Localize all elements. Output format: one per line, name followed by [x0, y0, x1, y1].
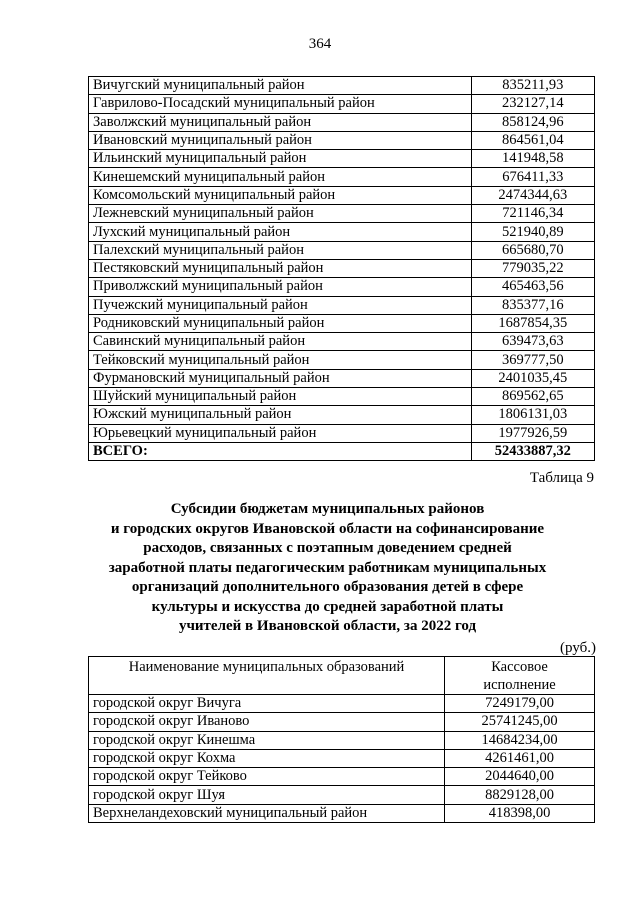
table-row [89, 168, 595, 186]
table-row [89, 768, 595, 786]
row-value: 418398,00 [445, 804, 595, 822]
row-name: Шуйский муниципальный район [89, 388, 472, 406]
table-row [89, 223, 595, 241]
table-row [89, 424, 595, 442]
page-number: 364 [308, 36, 332, 52]
row-value: 835211,93 [471, 77, 594, 95]
row-name: Ильинский муниципальный район [89, 150, 472, 168]
table-row [89, 731, 595, 749]
row-name: Заволжский муниципальный район [89, 113, 472, 131]
table-row [89, 150, 595, 168]
row-value: 232127,14 [471, 95, 594, 113]
heading-line: культуры и искусства до средней заработной платы [151, 598, 504, 615]
row-name: Комсомольский муниципальный район [89, 186, 472, 204]
row-value: 869562,65 [471, 388, 594, 406]
row-name: Южский муниципальный район [89, 406, 472, 424]
table-row [89, 131, 595, 149]
row-name: Пестяковский муниципальный район [89, 259, 472, 277]
row-value: 465463,56 [471, 278, 594, 296]
row-value: 1687854,35 [471, 314, 594, 332]
table-header-row [89, 657, 595, 695]
row-name: Юрьевецкий муниципальный район [89, 424, 472, 442]
row-name: Тейковский муниципальный район [89, 351, 472, 369]
row-name: Ивановский муниципальный район [89, 131, 472, 149]
row-name: Гаврилово-Посадский муниципальный район [89, 95, 472, 113]
row-value: 676411,33 [471, 168, 594, 186]
row-value: 858124,96 [471, 113, 594, 131]
row-name: городской округ Вичуга [89, 695, 445, 713]
row-value: 14684234,00 [445, 731, 595, 749]
row-value: 779035,22 [471, 259, 594, 277]
row-value: 835377,16 [471, 296, 594, 314]
row-name: Родниковский муниципальный район [89, 314, 472, 332]
heading-line: заработной платы педагогическим работникам муниципальных [108, 559, 547, 576]
heading-line: Субсидии бюджетам муниципальных районов [170, 501, 485, 517]
subsidy-table-continued [88, 76, 595, 461]
row-name: городской округ Тейково [89, 768, 445, 786]
table-row [89, 713, 595, 731]
row-name: городской округ Шуя [89, 786, 445, 804]
column-header-value [445, 657, 595, 695]
row-value: 369777,50 [471, 351, 594, 369]
row-name: городской округ Кохма [89, 749, 445, 767]
row-value: 2401035,45 [471, 369, 594, 387]
row-value: 521940,89 [471, 223, 594, 241]
table-row [89, 695, 595, 713]
heading-line: и городских округов Ивановской области на софинансирование [110, 520, 545, 537]
heading-line: учителей в Ивановской области, за 2022 год [178, 618, 477, 634]
row-value: 864561,04 [471, 131, 594, 149]
row-name: Кинешемский муниципальный район [89, 168, 472, 186]
table-row [89, 314, 595, 332]
table-row [89, 113, 595, 131]
table-caption: Таблица 9 [529, 470, 594, 486]
row-name: Пучежский муниципальный район [89, 296, 472, 314]
table-row [89, 351, 595, 369]
row-name: Вичугский муниципальный район [89, 77, 472, 95]
row-value: 4261461,00 [445, 749, 595, 767]
table-row [89, 804, 595, 822]
column-header-value-line: исполнение [483, 677, 556, 693]
table-row [89, 388, 595, 406]
table-row [89, 749, 595, 767]
total-row [89, 442, 595, 460]
row-value: 721146,34 [471, 205, 594, 223]
row-name: городской округ Кинешма [89, 731, 445, 749]
table-row [89, 95, 595, 113]
total-value: 52433887,32 [471, 442, 594, 460]
row-name: Фурмановский муниципальный район [89, 369, 472, 387]
table-row [89, 241, 595, 259]
row-name: Верхнеландеховский муниципальный район [89, 804, 445, 822]
row-name: Савинский муниципальный район [89, 333, 472, 351]
row-name: Приволжский муниципальный район [89, 278, 472, 296]
row-value: 1977926,59 [471, 424, 594, 442]
subsidy-table-9 [88, 656, 595, 823]
row-value: 141948,58 [471, 150, 594, 168]
row-name: Лежневский муниципальный район [89, 205, 472, 223]
row-value: 2474344,63 [471, 186, 594, 204]
row-value: 1806131,03 [471, 406, 594, 424]
table-heading [100, 500, 555, 637]
row-value: 665680,70 [471, 241, 594, 259]
table-row [89, 77, 595, 95]
row-name: городской округ Иваново [89, 713, 445, 731]
row-value: 2044640,00 [445, 768, 595, 786]
row-value: 7249179,00 [445, 695, 595, 713]
row-value: 639473,63 [471, 333, 594, 351]
currency-unit: (руб.) [560, 640, 596, 656]
table-row [89, 278, 595, 296]
row-value: 25741245,00 [445, 713, 595, 731]
heading-line: организаций дополнительного образования детей в сфере [131, 579, 524, 595]
table-row [89, 369, 595, 387]
heading-line: расходов, связанных с поэтапным доведением средней [143, 540, 512, 556]
row-name: Лухский муниципальный район [89, 223, 472, 241]
column-header-value-line: Кассовое [491, 659, 548, 675]
total-label: ВСЕГО: [89, 442, 472, 460]
row-value: 8829128,00 [445, 786, 595, 804]
table-row [89, 786, 595, 804]
table-row [89, 205, 595, 223]
column-header-name: Наименование муниципальных образований [89, 657, 445, 695]
table-row [89, 186, 595, 204]
table-row [89, 333, 595, 351]
row-name: Палехский муниципальный район [89, 241, 472, 259]
table-row [89, 259, 595, 277]
table-row [89, 406, 595, 424]
table-row [89, 296, 595, 314]
